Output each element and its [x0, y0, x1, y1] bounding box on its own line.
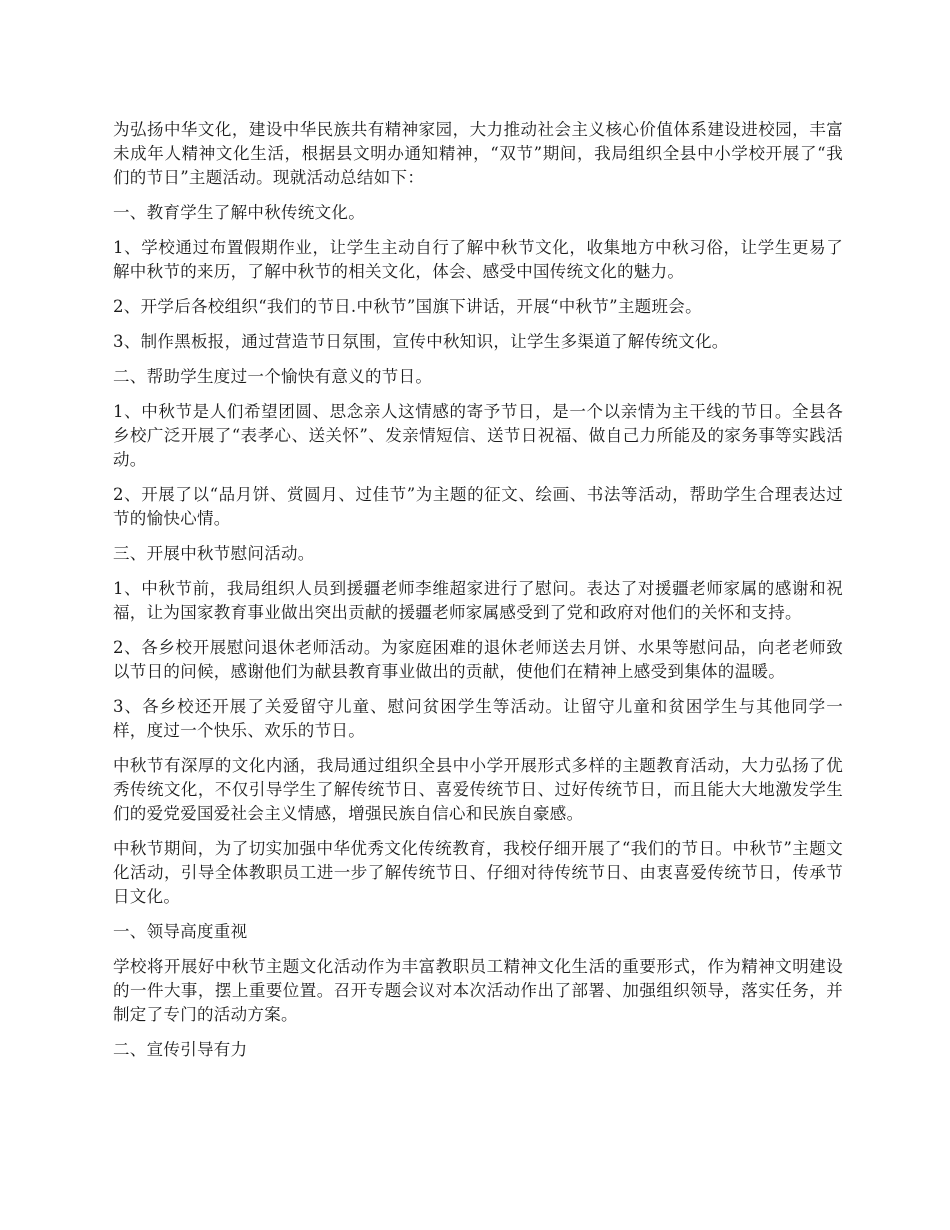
second-report-intro: 中秋节期间，为了切实加强中华优秀文化传统教育，我校仔细开展了“我们的节日。中秋节”主题文化活动，引导全体教职员工进一步了解传统节日、仔细对待传统节日、由衷喜爱传统节日，传承节日文化。 [113, 839, 843, 906]
second-paragraph-1: 学校将开展好中秋节主题文化活动作为丰富教职员工精神文化生活的重要形式，作为精神文明建设的一件大事，摆上重要位置。召开专题会议对本次活动作出了部署、加强组织领导，落实任务，并制定了专门的活动方案。 [113, 957, 843, 1024]
paragraph-1-3: 3、制作黑板报，通过营造节日氛围，宣传中秋知识，让学生多渠道了解传统文化。 [113, 332, 729, 351]
paragraph-3-1: 1、中秋节前，我局组织人员到援疆老师李维超家进行了慰问。表达了对援疆老师家属的感谢和祝福，让为国家教育事业做出突出贡献的援疆老师家属感受到了党和政府对他们的关怀和支持。 [113, 579, 843, 622]
second-section-heading-2: 二、宣传引导有力 [113, 1040, 248, 1059]
paragraph-3-2: 2、各乡校开展慰问退休老师活动。为家庭困难的退休老师送去月饼、水果等慰问品，向老老师致以节日的问候，感谢他们为献县教育事业做出的贡献，使他们在精神上感受到集体的温暖。 [113, 638, 843, 681]
intro-paragraph: 为弘扬中华文化，建设中华民族共有精神家园，大力推动社会主义核心价值体系建设进校园，丰富未成年人精神文化生活，根据县文明办通知精神，“双节”期间，我局组织全县中小学校开展了“我们的节日”主题活动。现就活动总结如下： [113, 120, 843, 187]
summary-paragraph: 中秋节有深厚的文化内涵，我局通过组织全县中小学开展形式多样的主题教育活动，大力弘扬了优秀传统文化，不仅引导学生了解传统节日、喜爱传统节日、过好传统节日，而且能大大地激发学生们的爱党爱国爱社会主义情感，增强民族自信心和民族自豪感。 [113, 756, 843, 823]
paragraph-1-2: 2、开学后各校组织“我们的节日.中秋节”国旗下讲话，开展“中秋节”主题班会。 [113, 297, 702, 316]
paragraph-1-1: 1、学校通过布置假期作业，让学生主动自行了解中秋节文化，收集地方中秋习俗，让学生更易了解中秋节的来历，了解中秋节的相关文化，体会、感受中国传统文化的魅力。 [113, 238, 843, 281]
section-heading-2: 二、帮助学生度过一个愉快有意义的节日。 [113, 367, 433, 386]
section-heading-3: 三、开展中秋节慰问活动。 [113, 544, 315, 563]
second-section-heading-1: 一、领导高度重视 [113, 922, 248, 941]
section-heading-1: 一、教育学生了解中秋传统文化。 [113, 203, 365, 222]
paragraph-2-2: 2、开展了以“品月饼、赏圆月、过佳节”为主题的征文、绘画、书法等活动，帮助学生合理表达过节的愉快心情。 [113, 485, 843, 528]
document-body [113, 118, 843, 1073]
paragraph-3-3: 3、各乡校还开展了关爱留守儿童、慰问贫困学生等活动。让留守儿童和贫困学生与其他同学一样，度过一个快乐、欢乐的节日。 [113, 697, 843, 740]
paragraph-2-1: 1、中秋节是人们希望团圆、思念亲人这情感的寄予节日，是一个以亲情为主干线的节日。全县各乡校广泛开展了“表孝心、送关怀”、发亲情短信、送节日祝福、做自己力所能及的家务事等实践活动。 [113, 402, 843, 469]
